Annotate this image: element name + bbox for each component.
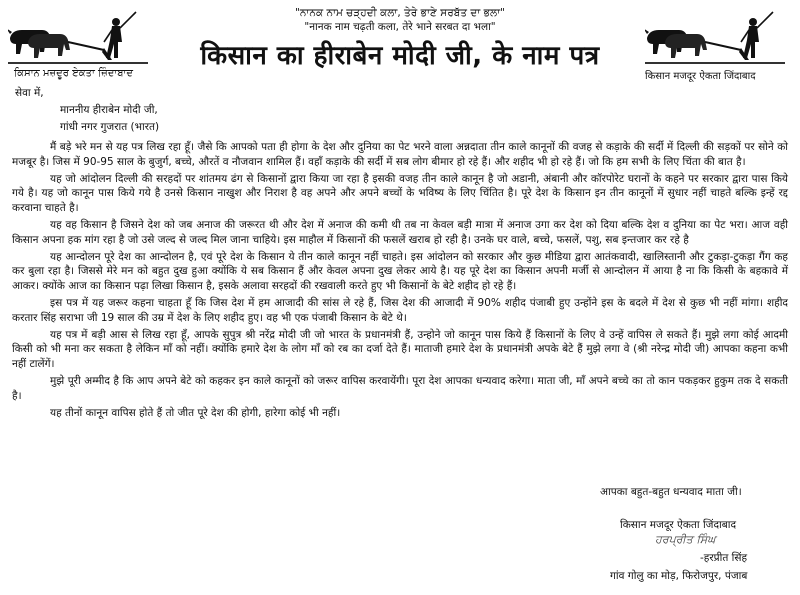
- organization-name: किसान मजदूर ऐकता जिंदाबाद: [620, 519, 737, 531]
- address-block: [15, 85, 159, 136]
- farmer-with-oxen-plough-icon: [8, 8, 148, 66]
- handwritten-signature: ਹਰਪ੍ਰੀਤ ਸਿੰਘ: [655, 533, 716, 546]
- logo-left: [8, 8, 158, 79]
- logo-left-caption: ਕਿਸਾਨ ਮਜ਼ਦੂਰ ਏਕਤਾ ਜ਼ਿੰਦਾਬਾਦ: [14, 68, 133, 79]
- salutation: सेवा में,: [15, 87, 44, 99]
- paragraph: यह वह किसान है जिसने देश को जब अनाज की जरूरत थी और देश में अनाज की कमी थी तब ना केवल बड़ी मात्रा में अनाज उगा कर देश को दिया बल्कि देश व दुनिया का पेट भरा। आज वही किसान अपना हक मांग रहा है जो उसे जल्द से जल्द मिल जाना चाहिये। इस माहौल में किसानों की फसलें खराब हो रही है। उनके घर वाले, बच्चे, फसलें, पशु, सब इन्तजार कर रहे है: [12, 218, 788, 246]
- slogan-hindi: "नानक नाम चढ़ती कला, तेरे भाने सरबत दा भला": [304, 21, 496, 33]
- paragraph: यह पत्र में बड़ी आस से लिख रहा हूँ, आपके सुपुत्र श्री नरेंद्र मोदी जी जो भारत के प्रधानमंत्री हैं, उन्होने जो कानून पास किये हैं किसानों के लिए वे उन्हें वापिस ले सकते हैं। मुझे लगा कोई आदमी किसी को भी मना कर सकता है लेकिन माँ को नहीं। क्योंकि हमारे देश के लोग माँ को रब का दर्जा देते हैं। माताजी हमारे देश के प्रधानमंत्री अपके बेटे हैं मुझे लगा वे (श्री नरेन्द्र मोदी जी) आपका कहना कभी नहीं टालेंगें।: [12, 328, 788, 371]
- logo-right-caption: किसान मजदूर ऐकता जिंदाबाद: [645, 71, 756, 82]
- slogan: [210, 6, 590, 34]
- signer-place: गांव गोलु का मोड़, फिरोजपुर, पंजाब: [610, 570, 748, 582]
- address-line-2: गांधी नगर गुजरात (भारत): [60, 121, 160, 133]
- paragraph: मैं बड़े भरे मन से यह पत्र लिख रहा हूँ। जैसे कि आपको पता ही होगा के देश और दुनिया का पेट भरने वाला अन्नदाता तीन काले कानूनों की वजह से कड़ाके की सर्दी में दिल्ली की सड़कों पर सोने को मजबूर है। जिस में 90-95 साल के बुजुर्ग, बच्चे, औरतें व नौजवान शामिल हैं। वहाँ कड़ाके की सर्दी में सब लोग बीमार हो रहे हैं। और शहीद भी हो रहे हैं। जो कि हम सभी के लिए चिंता की बात है।: [12, 141, 788, 168]
- closing-line: आपका बहुत-बहुत धन्यवाद माता जी।: [600, 486, 742, 498]
- paragraph: इस पत्र में यह जरूर कहना चाहता हूँ कि जिस देश में हम आजादी की सांस ले रहे हैं, जिस देश की आजादी में 90% शहीद पंजाबी हुए उन्होंने इस के बदले में देश से कुछ भी नहीं मांगा। शहीद करतार सिंह सराभा जी 19 साल की उम्र में देश के लिए शहीद हुए। वह भी एक पंजाबी किसान के बेटे थे।: [12, 296, 788, 324]
- paragraph: यह जो आंदोलन दिल्ली की सरहदों पर शांतमय ढंग से किसानों द्वारा किया जा रहा है इसकी वजह तीन काले कानून है जो अडानी, अंबानी और कॉरपोरेट घरानों के कहने पर सरकार द्वारा पास किये गये है। यह जो कानून पास किये गये है उनसे किसान नाखुश और निराश है वह अपने और अपने बच्चों के भविष्य के लिए चिंतित है। पूरे देश के किसान इन तीन कानूनों में सुधार नहीं चाहते बल्कि इन्हें रद्द करवाना चाहते है।: [12, 172, 788, 215]
- page-title: किसान का हीराबेन मोदी जी, के नाम पत्र: [200, 41, 600, 71]
- signer-name: -हरप्रीत सिंह: [700, 552, 748, 564]
- letter-body: [12, 140, 788, 422]
- paragraph: यह तीनों कानून वापिस होते हैं तो जीत पूरे देश की होगी, हारेगा कोई भी नहीं।: [50, 406, 341, 419]
- address-line-1: माननीय हीराबेन मोदी जी,: [60, 104, 158, 116]
- farmer-with-oxen-plough-icon: [645, 8, 785, 66]
- logo-right: [645, 8, 795, 82]
- slogan-punjabi: "ਨਾਨਕ ਨਾਮ ਚੜ੍ਹਦੀ ਕਲਾ, ਤੇਰੇ ਭਾਣੇ ਸਰਬੱਤ ਦਾ ਭਲਾ": [295, 7, 505, 19]
- paragraph: यह आन्दोलन पूरे देश का आन्दोलन है, एवं पूरे देश के किसान ये तीन काले कानून नहीं चाहते। इस आंदोलन को सरकार और कुछ मीडिया द्वारा आतंकवादी, खालिस्तानी और टुकड़ा-टुकड़ा गैंग कह कर बुला रहा है। जिससे मेरे मन को बहुत दुख हुआ क्योंकि ये सब किसान हैं और केवल अपना दुख लेकर आये है। यह पूरे देश का किसान अपनी मर्जी से आन्दोलन में आया है ना कि किसी के बहकावे में आकर। क्योंके आज का किसान पढ़ा लिखा किसान है, इसके अलावा सरहदों की रखवाली करते हुए भी किसानों के बेटे शहीद हो रहे हैं।: [12, 250, 788, 293]
- paragraph: मुझे पूरी अम्मीद है कि आप अपने बेटे को कहकर इन काले कानूनों को जरूर वापिस करवायेंगी। पूरा देश आपका धन्यवाद करेगा। माता जी, माँ अपने बच्चे का तो कान पकड़कर हुकुम तक दे सकती है।: [12, 374, 788, 402]
